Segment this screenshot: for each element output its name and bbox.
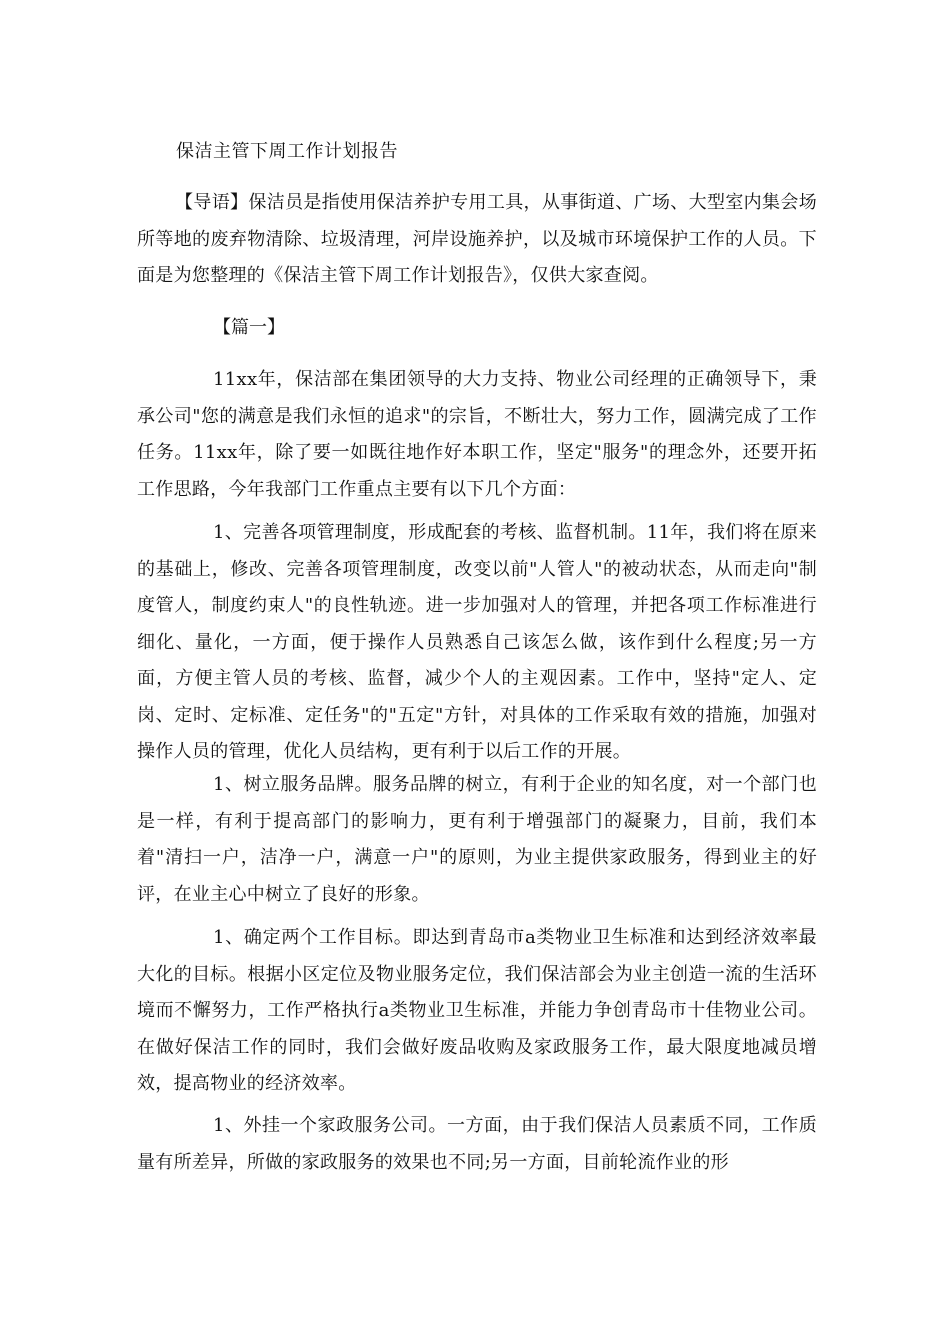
body-paragraph: 11xx年，保洁部在集团领导的大力支持、物业公司经理的正确领导下，秉承公司"您的满意是我们永恒的追求"的宗旨，不断壮大，努力工作，圆满完成了工作任务。11xx年，除了要一如既往地作好本职工作，坚定"服务"的理念外，还要开拓工作思路，今年我部门工作重点主要有以下几个方面： (137, 369, 817, 500)
section-heading: 【篇一】 (213, 317, 285, 338)
body-paragraph: 1、完善各项管理制度，形成配套的考核、监督机制。11年，我们将在原来的基础上，修改、完善各项管理制度，改变以前"人管人"的被动状态，从而走向"制度管人，制度约束人"的良性轨迹。进一步加强对人的管理，并把各项工作标准进行细化、量化，一方面，便于操作人员熟悉自己该怎么做，该作到什么程度;另一方面，方便主管人员的考核、监督，减少个人的主观因素。工作中，坚持"定人、定岗、定时、定标准、定任务"的"五定"方针，对具体的工作采取有效的措施，加强对操作人员的管理，优化人员结构，更有利于以后工作的开展。 (137, 522, 817, 762)
body-paragraph: 1、外挂一个家政服务公司。一方面，由于我们保洁人员素质不同，工作质量有所差异，所做的家政服务的效果也不同;另一方面，目前轮流作业的形 (137, 1115, 817, 1173)
body-paragraph: 1、树立服务品牌。服务品牌的树立，有利于企业的知名度，对一个部门也是一样，有利于提高部门的影响力，更有利于增强部门的凝聚力，目前，我们本着"清扫一户，洁净一户，满意一户"的原则，为业主提供家政服务，得到业主的好评，在业主心中树立了良好的形象。 (137, 774, 817, 905)
body-paragraph: 1、确定两个工作目标。即达到青岛市a类物业卫生标准和达到经济效率最大化的目标。根据小区定位及物业服务定位，我们保洁部会为业主创造一流的生活环境而不懈努力，工作严格执行a类物业卫生标准，并能力争创青岛市十佳物业公司。在做好保洁工作的同时，我们会做好废品收购及家政服务工作，最大限度地减员增效，提高物业的经济效率。 (137, 927, 817, 1094)
intro-paragraph: 【导语】保洁员是指使用保洁养护专用工具，从事街道、广场、大型室内集会场所等地的废弃物清除、垃圾清理，河岸设施养护，以及城市环境保护工作的人员。下面是为您整理的《保洁主管下周工作计划报告》，仅供大家查阅。 (137, 192, 817, 286)
document-title: 保洁主管下周工作计划报告 (176, 141, 398, 162)
